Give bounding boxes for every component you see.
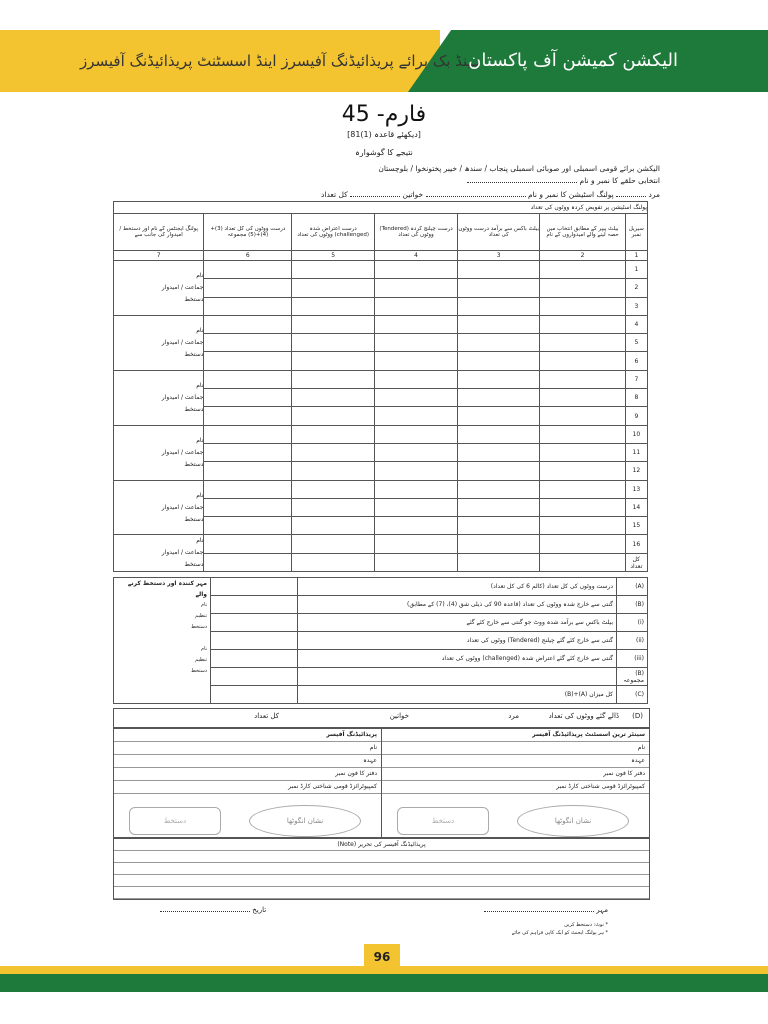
agent-name: نام: [196, 491, 204, 499]
vote-cell[interactable]: [204, 480, 292, 498]
votes-cast-code: (D): [632, 712, 643, 720]
summary-text: کل میزان (A)+(B): [298, 686, 617, 704]
vote-cell[interactable]: [292, 370, 375, 388]
summary-value[interactable]: [211, 650, 298, 668]
vote-cell[interactable]: [457, 315, 540, 333]
vote-cell[interactable]: [457, 462, 540, 480]
sig-name: نام: [200, 646, 207, 652]
total-cell[interactable]: [375, 553, 458, 572]
results-table: [113, 201, 648, 572]
column-header: سیریل نمبر: [625, 214, 647, 251]
column-header: درست اعتراض شدہ (challenged) ووٹوں کی تعداد: [292, 214, 375, 251]
vote-cell[interactable]: [292, 279, 375, 297]
serial-number: 1: [625, 261, 647, 279]
apo-thumb-box[interactable]: نشان انگوٹھا: [517, 805, 629, 837]
apo-designation-field[interactable]: عہدہ: [382, 755, 649, 768]
vote-cell[interactable]: [540, 315, 625, 333]
vote-cell[interactable]: [204, 517, 292, 535]
serial-number: 11: [625, 443, 647, 461]
vote-cell[interactable]: [204, 443, 292, 461]
vote-cell[interactable]: [292, 407, 375, 425]
votes-cast-label: ڈالے گئے ووٹوں کی تعداد: [548, 712, 619, 720]
vote-cell[interactable]: [457, 279, 540, 297]
agent-signature-cell[interactable]: [114, 261, 204, 316]
stamp-signatories[interactable]: [114, 578, 211, 704]
vote-cell[interactable]: [292, 389, 375, 407]
agent-name: نام: [196, 326, 204, 334]
serial-number: 2: [625, 279, 647, 297]
apo-phone-field[interactable]: دفتر کا فون نمبر: [382, 768, 649, 781]
vote-cell[interactable]: [375, 407, 458, 425]
serial-number: 12: [625, 462, 647, 480]
column-number: 6: [204, 251, 292, 261]
agent-signature-cell[interactable]: [114, 535, 204, 572]
vote-cell[interactable]: [292, 462, 375, 480]
vote-cell[interactable]: [204, 279, 292, 297]
date-field[interactable]: تاریخ: [160, 906, 266, 914]
agent-name: نام: [196, 381, 204, 389]
summary-row: [114, 578, 648, 596]
vote-cell[interactable]: [375, 389, 458, 407]
agent-name: نام: [196, 537, 204, 545]
vote-cell[interactable]: [540, 370, 625, 388]
total-cell[interactable]: [292, 553, 375, 572]
agent-name: نام: [196, 436, 204, 444]
vote-cell[interactable]: [540, 462, 625, 480]
summary-value[interactable]: [211, 686, 298, 704]
vote-cell[interactable]: [375, 315, 458, 333]
table-row: [114, 480, 648, 498]
vote-cell[interactable]: [457, 517, 540, 535]
serial-number: 15: [625, 517, 647, 535]
vote-cell[interactable]: [540, 480, 625, 498]
vote-cell[interactable]: [204, 261, 292, 279]
summary-text: گنتی سے خارج کئے گئے اعتراض شدہ (challenged) ووٹوں کی تعداد: [298, 650, 617, 668]
summary-code: (C): [617, 686, 648, 704]
rule-reference: [دیکھئے قاعدہ (1)81]: [347, 130, 421, 139]
vote-cell[interactable]: [292, 315, 375, 333]
vote-cell[interactable]: [375, 498, 458, 516]
total-cell[interactable]: [457, 553, 540, 572]
table-row: [114, 370, 648, 388]
vote-cell[interactable]: [292, 480, 375, 498]
total-cell[interactable]: [540, 553, 625, 572]
vote-cell[interactable]: [204, 498, 292, 516]
agent-party: جماعت / امیدوار: [161, 549, 204, 557]
vote-cell[interactable]: [540, 535, 625, 554]
vote-cell[interactable]: [375, 334, 458, 352]
header-banner: [0, 30, 768, 92]
votes-total-label: کل تعداد: [254, 712, 279, 720]
vote-cell[interactable]: [292, 352, 375, 370]
agent-sign: دستخط: [184, 561, 204, 569]
column-header: بیلٹ باکس سے برآمد درست ووٹوں کی تعداد: [457, 214, 540, 251]
column-header: درست چیلنج کردہ (Tendered) ووٹوں کی تعداد: [375, 214, 458, 251]
vote-cell[interactable]: [457, 407, 540, 425]
column-header: درست ووٹوں کی کل تعداد (3)+(4)+(5) مجموعہ: [204, 214, 292, 251]
agent-sign: دستخط: [184, 295, 204, 303]
column-number: 4: [375, 251, 458, 261]
agent-signature-cell[interactable]: [114, 370, 204, 425]
vote-cell[interactable]: [204, 389, 292, 407]
summary-value[interactable]: [211, 578, 298, 596]
vote-cell[interactable]: [375, 370, 458, 388]
serial-number: 13: [625, 480, 647, 498]
vote-cell[interactable]: [375, 443, 458, 461]
vote-cell[interactable]: [375, 352, 458, 370]
summary-code: (iii): [617, 650, 648, 668]
agent-party: جماعت / امیدوار: [161, 338, 204, 346]
serial-number: 10: [625, 425, 647, 443]
summary-value[interactable]: [211, 596, 298, 614]
vote-cell[interactable]: [540, 334, 625, 352]
sig-name: نام: [200, 602, 207, 608]
vote-cell[interactable]: [457, 498, 540, 516]
po-cnic-field[interactable]: کمپیوٹرائزڈ قومی شناختی کارڈ نمبر: [114, 781, 381, 794]
vote-cell[interactable]: [292, 443, 375, 461]
summary-text: گنتی سے خارج شدہ ووٹوں کی تعداد (قاعدہ 90 کی ذیلی شق (4)، (7) کے مطابق): [298, 596, 617, 614]
summary-text: گنتی سے خارج کئے گئے چیلنج (Tendered) ووٹوں کی تعداد: [298, 632, 617, 650]
agent-party: جماعت / امیدوار: [161, 448, 204, 456]
vote-cell[interactable]: [540, 443, 625, 461]
agent-party: جماعت / امیدوار: [161, 283, 204, 291]
agent-signature-cell[interactable]: [114, 425, 204, 480]
serial-number: 8: [625, 389, 647, 407]
footer-note-1: * نوٹ: دستخط کریں: [564, 922, 608, 928]
column-number: 1: [625, 251, 647, 261]
serial-number: 16: [625, 535, 647, 554]
vote-cell[interactable]: [457, 535, 540, 554]
footer-note-2: * ہر پولنگ ایجنٹ کو ایک کاپی فراہم کی جائے: [511, 930, 608, 936]
vote-cell[interactable]: [375, 279, 458, 297]
vote-cell[interactable]: [204, 334, 292, 352]
total-label: کل تعداد: [625, 553, 647, 572]
vote-cell[interactable]: [375, 297, 458, 315]
table-row: [114, 315, 648, 333]
vote-cell[interactable]: [292, 425, 375, 443]
footer-band: [0, 966, 768, 992]
table-row: [114, 535, 648, 554]
agent-party: جماعت / امیدوار: [161, 503, 204, 511]
vote-cell[interactable]: [457, 261, 540, 279]
table-row: [114, 425, 648, 443]
vote-cell[interactable]: [540, 279, 625, 297]
serial-number: 14: [625, 498, 647, 516]
serial-number: 9: [625, 407, 647, 425]
po-thumb-box[interactable]: نشان انگوٹھا: [249, 805, 361, 837]
po-name-field[interactable]: نام: [114, 742, 381, 755]
agent-party: جماعت / امیدوار: [161, 393, 204, 401]
agent-sign: دستخط: [184, 515, 204, 523]
signatories-head: مہر کنندہ اور دستخط کرنے والے: [127, 580, 207, 598]
vote-cell[interactable]: [204, 462, 292, 480]
vote-cell[interactable]: [457, 297, 540, 315]
summary-text: درست ووٹوں کی کل تعداد (کالم 6 کی کل تعداد): [298, 578, 617, 596]
vote-cell[interactable]: [204, 315, 292, 333]
vote-cell[interactable]: [292, 517, 375, 535]
serial-number: 5: [625, 334, 647, 352]
vote-cell[interactable]: [457, 352, 540, 370]
apo-signature-box[interactable]: دستخط: [397, 807, 489, 835]
table-row: [114, 261, 648, 279]
notes-box[interactable]: [113, 838, 650, 900]
vote-cell[interactable]: [540, 407, 625, 425]
vote-cell[interactable]: [540, 261, 625, 279]
presiding-officer-title: پریذائیڈنگ آفیسر: [114, 729, 381, 742]
agent-signature-cell[interactable]: [114, 480, 204, 535]
vote-cell[interactable]: [540, 389, 625, 407]
summary-value[interactable]: [211, 614, 298, 632]
agent-signature-cell[interactable]: [114, 315, 204, 370]
vote-cell[interactable]: [204, 407, 292, 425]
vote-cell[interactable]: [292, 297, 375, 315]
total-cell[interactable]: [204, 553, 292, 572]
column-number: 2: [540, 251, 625, 261]
summary-text: [298, 668, 617, 686]
agent-sign: دستخط: [184, 460, 204, 468]
vote-cell[interactable]: [375, 535, 458, 554]
vote-cell[interactable]: [204, 352, 292, 370]
po-signature-box[interactable]: دستخط: [129, 807, 221, 835]
vote-cell[interactable]: [204, 535, 292, 554]
vote-cell[interactable]: [375, 261, 458, 279]
vote-cell[interactable]: [540, 352, 625, 370]
vote-cell[interactable]: [457, 370, 540, 388]
vote-cell[interactable]: [204, 370, 292, 388]
handbook-title: ہینڈ بک برائے پریذائیڈنگ آفیسرز اینڈ اسسٹنٹ پریذائیڈنگ آفیسرز: [80, 52, 481, 70]
presiding-officer-block: [114, 729, 381, 837]
summary-table: [113, 577, 648, 704]
vote-cell[interactable]: [204, 297, 292, 315]
column-header: پولنگ ایجنٹس کے نام اور دستخط / امیدوار کی جانب سے: [114, 214, 204, 251]
serial-number: 7: [625, 370, 647, 388]
summary-code: (ii): [617, 632, 648, 650]
polling-station-line: مرد پولنگ اسٹیشن کا نمبر و نام خواتین کل تعداد: [321, 190, 660, 199]
election-line: الیکشن برائے قومی اسمبلی اور صوبائی اسمبلی پنجاب / سندھ / خیبر پختونخوا / بلوچستان: [378, 164, 660, 173]
officers-section: [113, 728, 650, 838]
summary-text: بیلٹ باکس سے برآمد شدہ ووٹ جو گنتی سے خارج کئے گئے: [298, 614, 617, 632]
assigned-votes-row: پولنگ اسٹیشن پر تفویض کردہ ووٹوں کی تعداد: [114, 202, 648, 214]
senior-apo-title: سینئر ترین اسسٹنٹ پریذائیڈنگ آفیسر: [382, 729, 649, 742]
column-header: بیلٹ پیپر کے مطابق انتخاب میں حصہ لینے والے امیدواروں کے نام: [540, 214, 625, 251]
votes-cast-row: [113, 708, 650, 728]
agent-sign: دستخط: [184, 405, 204, 413]
senior-apo-block: [381, 729, 649, 837]
vote-cell[interactable]: [375, 480, 458, 498]
form-title: فارم- 45: [341, 102, 427, 127]
column-number: 3: [457, 251, 540, 261]
vote-cell[interactable]: [204, 425, 292, 443]
vote-cell[interactable]: [292, 334, 375, 352]
agent-sign: دستخط: [184, 350, 204, 358]
form-subtitle: نتیجے کا گوشوارہ: [355, 148, 413, 157]
summary-code: (i): [617, 614, 648, 632]
vote-cell[interactable]: [292, 261, 375, 279]
vote-cell[interactable]: [375, 425, 458, 443]
ecp-title: الیکشن کمیشن آف پاکستان: [468, 50, 678, 71]
serial-number: 3: [625, 297, 647, 315]
vote-cell[interactable]: [292, 535, 375, 554]
vote-cell[interactable]: [540, 297, 625, 315]
page-number: 96: [364, 944, 400, 970]
vote-cell[interactable]: [375, 517, 458, 535]
vote-cell[interactable]: [540, 498, 625, 516]
serial-number: 4: [625, 315, 647, 333]
sig-sign: دستخط: [191, 624, 207, 630]
apo-cnic-field[interactable]: کمپیوٹرائزڈ قومی شناختی کارڈ نمبر: [382, 781, 649, 794]
apo-name-field[interactable]: نام: [382, 742, 649, 755]
vote-cell[interactable]: [457, 334, 540, 352]
votes-male-label: مرد: [508, 712, 519, 720]
summary-value[interactable]: [211, 632, 298, 650]
sig-org: تنظیم: [195, 657, 207, 663]
summary-value[interactable]: [211, 668, 298, 686]
summary-code: (A): [617, 578, 648, 596]
constituency-line: انتخابی حلقے کا نمبر و نام: [467, 176, 660, 185]
column-number: 5: [292, 251, 375, 261]
column-number: 7: [114, 251, 204, 261]
summary-code: (B): [617, 596, 648, 614]
po-phone-field[interactable]: دفتر کا فون نمبر: [114, 768, 381, 781]
vote-cell[interactable]: [540, 517, 625, 535]
vote-cell[interactable]: [457, 389, 540, 407]
sig-org: تنظیم: [195, 613, 207, 619]
seal-field[interactable]: مہر: [484, 906, 608, 914]
summary-code: (B) مجموعہ: [617, 668, 648, 686]
vote-cell[interactable]: [457, 443, 540, 461]
votes-female-label: خواتین: [389, 712, 409, 720]
po-designation-field[interactable]: عہدہ: [114, 755, 381, 768]
sig-sign: دستخط: [191, 668, 207, 674]
notes-label: پریذائیڈنگ آفیسر کی تحریر (Note): [114, 839, 649, 851]
serial-number: 6: [625, 352, 647, 370]
vote-cell[interactable]: [375, 462, 458, 480]
agent-name: نام: [196, 271, 204, 279]
vote-cell[interactable]: [540, 425, 625, 443]
vote-cell[interactable]: [457, 480, 540, 498]
vote-cell[interactable]: [457, 425, 540, 443]
vote-cell[interactable]: [292, 498, 375, 516]
